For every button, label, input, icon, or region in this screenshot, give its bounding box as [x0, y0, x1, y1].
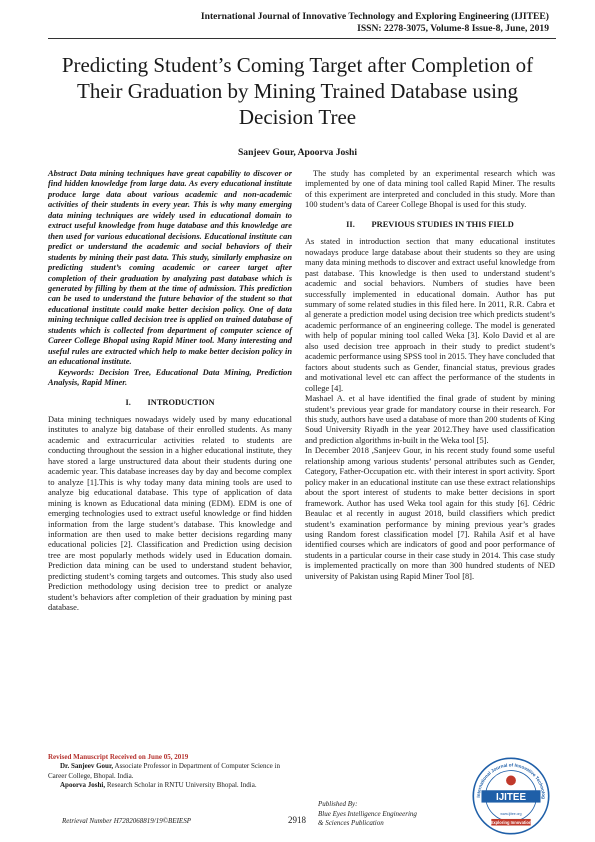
intro-continuation: The study has completed by an experimental research which was implemented by one of data mining tool called Rapid Miner. The results of this experiment are interpreted and concluded in this study. More than 100 student’s data of Career College Bhopal is used for this study. — [305, 169, 555, 210]
logo-ring-text: International Journal of Innovative Technolog — [475, 762, 547, 799]
section-heading-previous-studies: II. PREVIOUS STUDIES IN THIS FIELD — [346, 219, 514, 229]
ijitee-logo-icon — [470, 755, 552, 837]
logo-text: IJITEE — [495, 792, 527, 804]
author-note-2-name: Apoorva Joshi, — [60, 781, 106, 790]
keywords: Keywords: Decision Tree, Educational Data Mining, Prediction Analysis, Rapid Miner. — [48, 367, 292, 388]
received-date: Revised Manuscript Received on June 05, 2019 — [48, 753, 189, 761]
author-note-1-desc: Associate Professor in Department of Computer Science in Career College, Bhopal. India. — [48, 762, 280, 780]
intro-paragraph: Data mining techniques nowadays widely used by many educational institutes to analyze big database of their enrolled students. As many academic and extracurricular activities related to students are conducting throughout the session in a higher educational institute, they have stored a large unstructured data about their students during one academic year. This database increases day by day and become complex to analyze [1].This is why today many data mining tools are used to analyze big educational database. This type of application of data mining is known as Educational data mining (EDM). EDM is one of emerging technologies used to extract useful knowledge or find hidden information from the large student’s database. This knowledge and information are then used to make better decisions regarding many educational policies [2]. Classification and Prediction using decision tree are most popularly methods widely used in Education domain. Prediction data mining can be used to understand student behavior, predicting student’s coming targets and outcomes. This study also used Prediction methodology using decision tree to predict or analyze student’s behaviors after completion of their graduation by mining past database. — [48, 414, 292, 613]
logo-tagline: Exploring Innovation — [490, 819, 532, 825]
section-heading-introduction: I. INTRODUCTION — [125, 397, 215, 407]
publisher-line-1: Blue Eyes Intelligence Engineering — [318, 809, 417, 818]
page-number: 2918 — [288, 815, 306, 825]
author-notes — [48, 753, 292, 791]
previous-studies-paragraph-1: As stated in introduction section that many educational institutes nowadays produce large database about their students so they are using many data mining methods to discover and extract useful knowledge from past database. This knowledge is then used to understand student’s academic and social behaviors. Numbers of studies have been successfully implemented in educational domain. Author has put summary of some related studies in this filed here. In 2011, R.R. Cabra et al generate a prediction model using decision tree which predicts student’s academic performance of an engineering college. The model is generated with help of popular mining tool called Weka [3]. Kolo David et al are also used decision tree approach in their study to predict student’s academic performance using SPSS tool in 2015. They have concluded that factors about students such as Gender, financial status, previous grades and motivational level etc can affect the performance of the students in college [4]. — [305, 237, 555, 393]
journal-header — [129, 11, 549, 34]
publisher-info — [318, 800, 417, 829]
previous-studies-paragraph-2: Mashael A. et al have identified the final grade of student by mining student’s previous year grade for mandatory course in their research. For this study, authors have used a database of more than 200 students of King Soud University Riyadh in the year 2012.They have used classification and prediction algorithms in-built in the Weka tool [5]. — [305, 394, 555, 445]
author-note-2 — [48, 781, 292, 790]
author-note-1 — [48, 762, 292, 781]
previous-studies-paragraph-3: In December 2018 ,Sanjeev Gour, in his recent study found some useful relationship among various students’ personal attributes such as Gender, Category, Father-Occupation etc. with their interest in sport activity. Sport policy maker in an educational institute can use these extract relationships about the sport interest of students to make better decisions in sport framework. Author has used Weka tool again for this study [6]. Cédric Beaulac et al recently in august 2018, build classifiers which predict student’s examination performance by mining previous year’s grades using Random forest classification model [7]. Rahila Asif et al have identified courses which are indicators of good and poor performance of students in a particular course in their case study in 2014. This case study is implemented practically on more than 300 hundred students of NED university of Pakistan using Rapid Miner Tool [8]. — [305, 446, 555, 581]
paper-title: Predicting Student’s Coming Target after Completion of Their Graduation by Mining Trained Database using Decision Tree — [61, 53, 534, 129]
paper-authors: Sanjeev Gour, Apoorva Joshi — [237, 147, 358, 158]
left-column — [48, 169, 292, 614]
journal-issn: ISSN: 2278-3075, Volume-8 Issue-8, June, 2019 — [357, 22, 549, 34]
header-rule — [48, 38, 556, 39]
author-note-2-desc: Research Scholar in RNTU University Bhopal. India. — [105, 781, 257, 790]
retrieval-number: Retrieval Number H7282068819/19©BEIESP — [62, 817, 191, 825]
logo-url: www.ijitee.org — [500, 811, 522, 816]
publisher-line-2: & Sciences Publication — [318, 819, 384, 827]
right-column — [305, 169, 555, 582]
journal-name: International Journal of Innovative Technology and Exploring Engineering (IJITEE) — [200, 11, 549, 22]
published-by-label: Published By: — [318, 800, 358, 808]
abstract: Abstract Data mining techniques have great capability to discover or find hidden knowledge from large data. As every educational institute produce large data about various academic and non-academic activities of their students in every year. This is why many emerging data mining techniques are widely used in educational domain to extract useful knowledge from huge database and this knowledge are then used for various educational decisions. Educational institute can predict or understand the academic and social behaviors of their students by mining their past data. This study, similarly emphasize on predicting student’s coming academic or career target after completion of their graduation by analyzing past database which is generated by filling by them at the time of admission. This prediction can be used to understand the future behavior of the student so that educational institute could make better decision policy. One of data mining technique called decision tree is applied on trained database of students which is collected from department of computer science of Career College Bhopal using Rapid Miner tool. Many interesting and useful rules are extracted which help to make better decision policy in an educational institute. — [48, 169, 292, 367]
author-note-1-name: Dr. Sanjeev Gour, — [60, 762, 114, 771]
